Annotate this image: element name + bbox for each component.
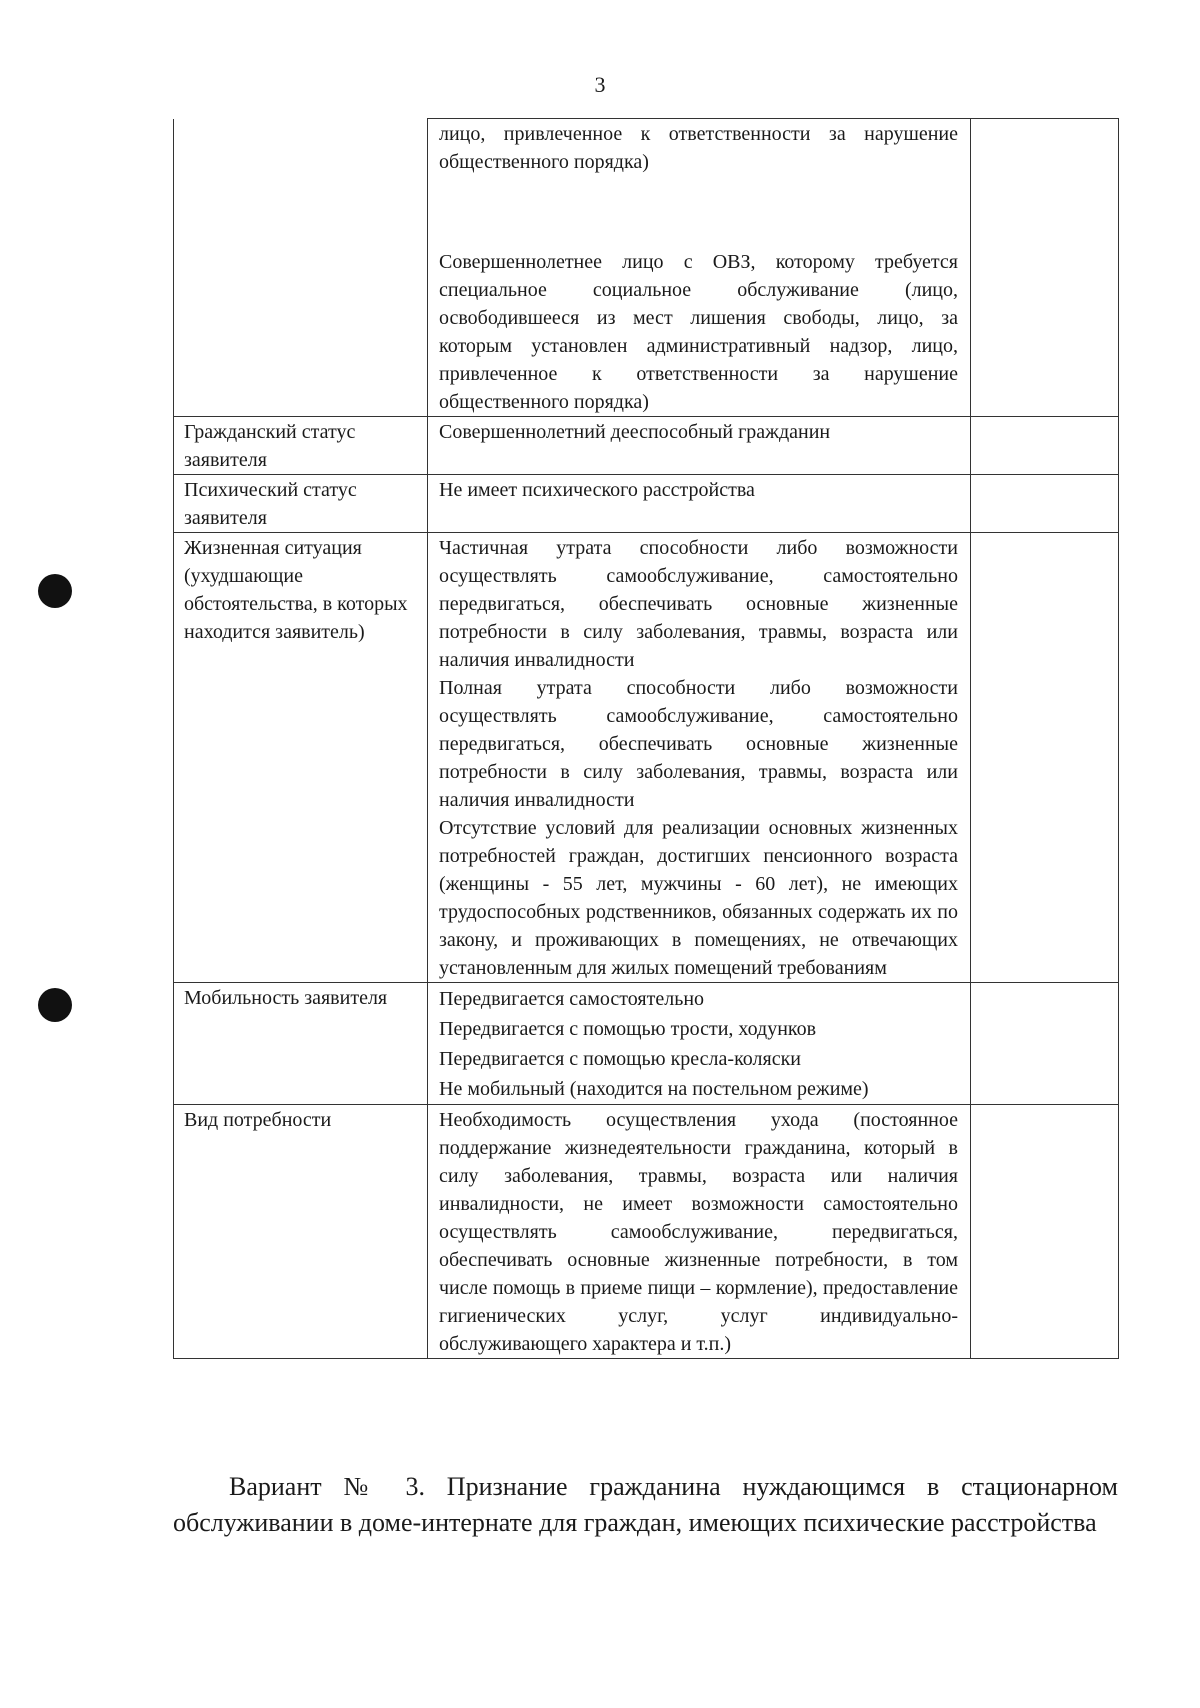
table-row-need-type <box>174 1105 1119 1359</box>
table-row-mental-status <box>174 475 1119 533</box>
row-label-life-situation: Жизненная ситуация (ухудшающие обстоятельства, в которых находится заявитель) <box>174 533 428 983</box>
row-label-mental-status: Психический статус заявителя <box>174 475 428 533</box>
row-empty-cell <box>971 119 1119 417</box>
row-empty-cell <box>971 1105 1119 1359</box>
row-label-mobility: Мобильность заявителя <box>174 983 428 1105</box>
row-value-cell <box>428 533 971 983</box>
value-item: Полная утрата способности либо возможности осуществлять самообслуживание, самостоятельно передвигаться, обеспечивать основные жизненные потребности в силу заболевания, травмы, возраста или наличия инвалидности <box>439 677 958 811</box>
value-item: Не имеет психического расстройства <box>439 479 755 501</box>
row-value-cell <box>428 475 971 533</box>
row-empty-cell <box>971 983 1119 1105</box>
continuation-gap <box>439 176 958 248</box>
value-item: Не мобильный (находится на постельном режиме) <box>439 1078 869 1100</box>
value-item: Совершеннолетний дееспособный гражданин <box>439 421 831 443</box>
table-row-mobility <box>174 983 1119 1105</box>
row-label-need-type: Вид потребности <box>174 1105 428 1359</box>
row-empty-cell <box>971 533 1119 983</box>
row-value-cell <box>428 983 971 1105</box>
row-empty-cell <box>971 417 1119 475</box>
table-row-life-situation <box>174 533 1119 983</box>
value-item: Передвигается самостоятельно <box>439 988 705 1010</box>
continuation-text-top: лицо, привлеченное к ответственности за нарушение общественного порядка) <box>439 123 958 173</box>
value-item: Передвигается с помощью трости, ходунков <box>439 1018 817 1040</box>
table-row-civil-status <box>174 417 1119 475</box>
row-value-cell <box>428 417 971 475</box>
punch-hole-mark-2 <box>38 988 72 1022</box>
row-label-civil-status: Гражданский статус заявителя <box>174 417 428 475</box>
variant-heading: Вариант № 3. Признание гражданина нуждающимся в стационарном обслуживании в доме-интернате для граждан, имеющих психические расстройства <box>173 1472 1118 1537</box>
row-empty-cell <box>971 475 1119 533</box>
row-value-cell <box>428 119 971 417</box>
table-row-continuation <box>174 119 1119 417</box>
continuation-text-bottom: Совершеннолетнее лицо с ОВЗ, которому требуется специальное социальное обслуживание (лицо, освободившееся из мест лишения свободы, лицо, за которым установлен административный надзор, лицо, привлеченное к ответственности за нарушение общественного порядка) <box>439 251 958 413</box>
value-item: Передвигается с помощью кресла-коляски <box>439 1048 801 1070</box>
value-item: Частичная утрата способности либо возможности осуществлять самообслуживание, самостоятельно передвигаться, обеспечивать основные жизненные потребности в силу заболевания, травмы, возраста или наличия инвалидности <box>439 537 958 671</box>
page-number: 3 <box>594 72 606 97</box>
criteria-table <box>173 118 1119 1359</box>
row-label-cell <box>174 119 428 417</box>
value-item: Необходимость осуществления ухода (постоянное поддержание жизнедеятельности гражданина, который в силу заболевания, травмы, возраста или наличия инвалидности, не имеет возможности самостоятельно осуществлять самообслуживание, передвигаться, обеспечивать основные жизненные потребности, в том числе помощь в приеме пищи – кормление), предоставление гигиенических услуг, услуг индивидуально-обслуживающего характера и т.п.) <box>439 1109 958 1355</box>
row-value-cell <box>428 1105 971 1359</box>
value-item: Отсутствие условий для реализации основных жизненных потребностей граждан, достигших пенсионного возраста (женщины - 55 лет, мужчины - 60 лет), не имеющих трудоспособных родственников, обязанных содержать их по закону, и проживающих в помещениях, не отвечающих установленным для жилых помещений требованиям <box>439 817 958 979</box>
punch-hole-mark-1 <box>38 574 72 608</box>
